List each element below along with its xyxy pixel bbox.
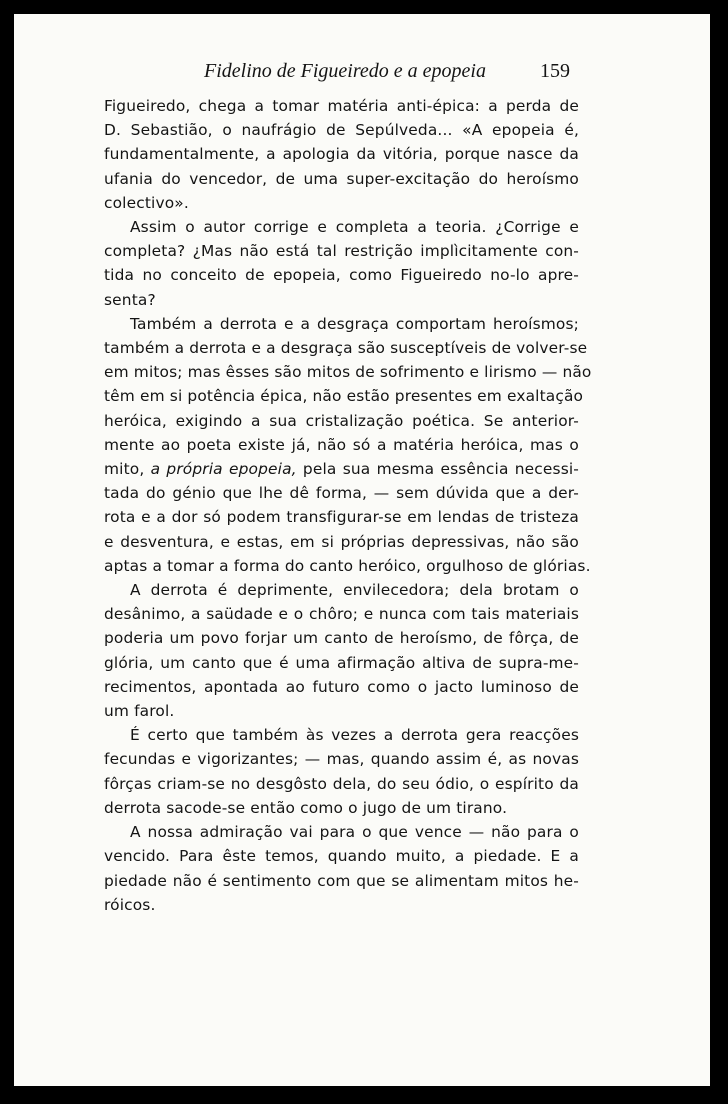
text-segment: pela sua mesma essência necessi- (302, 460, 579, 479)
text-line: desânimo, a saüdade e o chôro; e nunca com tais materiais (104, 605, 579, 624)
text-line: senta? (104, 290, 156, 309)
paragraph-2 (104, 215, 579, 312)
text-line: róicos. (104, 895, 156, 914)
text-line: mente ao poeta existe já, não só a matéria heróica, mas o (104, 435, 579, 454)
text-line: Também a derrota e a desgraça comportam heroísmos; (130, 314, 579, 333)
text-line: têm em si potência épica, não estão presentes em exaltação (104, 387, 584, 406)
text-line: colectivo». (104, 193, 189, 212)
text-line: fecundas e vigorizantes; — mas, quando assim é, as novas (104, 750, 579, 769)
text-line: e desventura, e estas, em si próprias depressivas, não são (104, 532, 579, 551)
text-line: fôrças criam-se no desgôsto dela, do seu ódio, o espírito da (104, 774, 579, 793)
text-line: tida no conceito de epopeia, como Figueiredo no-lo apre- (104, 266, 579, 285)
text-line: Figueiredo, chega a tomar matéria anti-épica: a perda de (104, 97, 579, 115)
text-line: É certo que também às vezes a derrota gera reacções (130, 726, 579, 745)
emphasis-text: a própria epopeia, (150, 460, 297, 479)
text-line: A nossa admiração vai para o que vence — não para o (130, 823, 579, 842)
text-line: piedade não é sentimento com que se alimentam mitos he- (104, 871, 579, 890)
body-text (104, 94, 592, 917)
text-line: ufania do vencedor, de uma super-excitação do heroísmo (104, 169, 579, 188)
text-line: rota e a dor só podem transfigurar-se em lendas de tristeza (104, 508, 579, 527)
running-head (14, 60, 710, 90)
paragraph-4 (104, 578, 579, 723)
text-line: A derrota é deprimente, envilecedora; dela brotam o (130, 581, 579, 600)
paragraph-5 (104, 723, 579, 820)
text-line: glória, um canto que é uma afirmação altiva de supra-me- (104, 653, 579, 672)
text-line: também a derrota e a desgraça são susceptíveis de volver-se (104, 339, 588, 358)
text-segment: mito, (104, 460, 151, 479)
text-line: em mitos; mas êsses são mitos de sofrimento e lirismo — não (104, 363, 592, 382)
text-line-emphasis (104, 457, 579, 481)
text-line: vencido. Para êste temos, quando muito, a piedade. E a (104, 847, 579, 866)
book-page (14, 14, 710, 1086)
text-line: D. Sebastião, o naufrágio de Sepúlveda... «A epopeia é, (104, 121, 579, 140)
text-line: derrota sacode-se então como o jugo de um tirano. (104, 798, 508, 817)
text-line: aptas a tomar a forma do canto heróico, orgulhoso de glórias. (104, 556, 591, 575)
text-line: um farol. (104, 702, 175, 721)
paragraph-6 (104, 820, 579, 917)
paragraph-1 (104, 94, 579, 215)
running-title: Fidelino de Figueiredo e a epopeia (204, 60, 486, 82)
page-number: 159 (540, 60, 570, 82)
paragraph-3 (104, 312, 592, 578)
text-line: completa? ¿Mas não está tal restrição implìcitamente con- (104, 242, 579, 261)
text-line: poderia um povo forjar um canto de heroísmo, de fôrça, de (104, 629, 579, 648)
text-line: recimentos, apontada ao futuro como o jacto luminoso de (104, 677, 579, 696)
text-line: tada do génio que lhe dê forma, — sem dúvida que a der- (104, 484, 579, 503)
text-line: fundamentalmente, a apologia da vitória, porque nasce da (104, 145, 579, 164)
text-line: heróica, exigindo a sua cristalização poética. Se anterior- (104, 411, 579, 430)
text-line: Assim o autor corrige e completa a teoria. ¿Corrige e (130, 218, 579, 237)
